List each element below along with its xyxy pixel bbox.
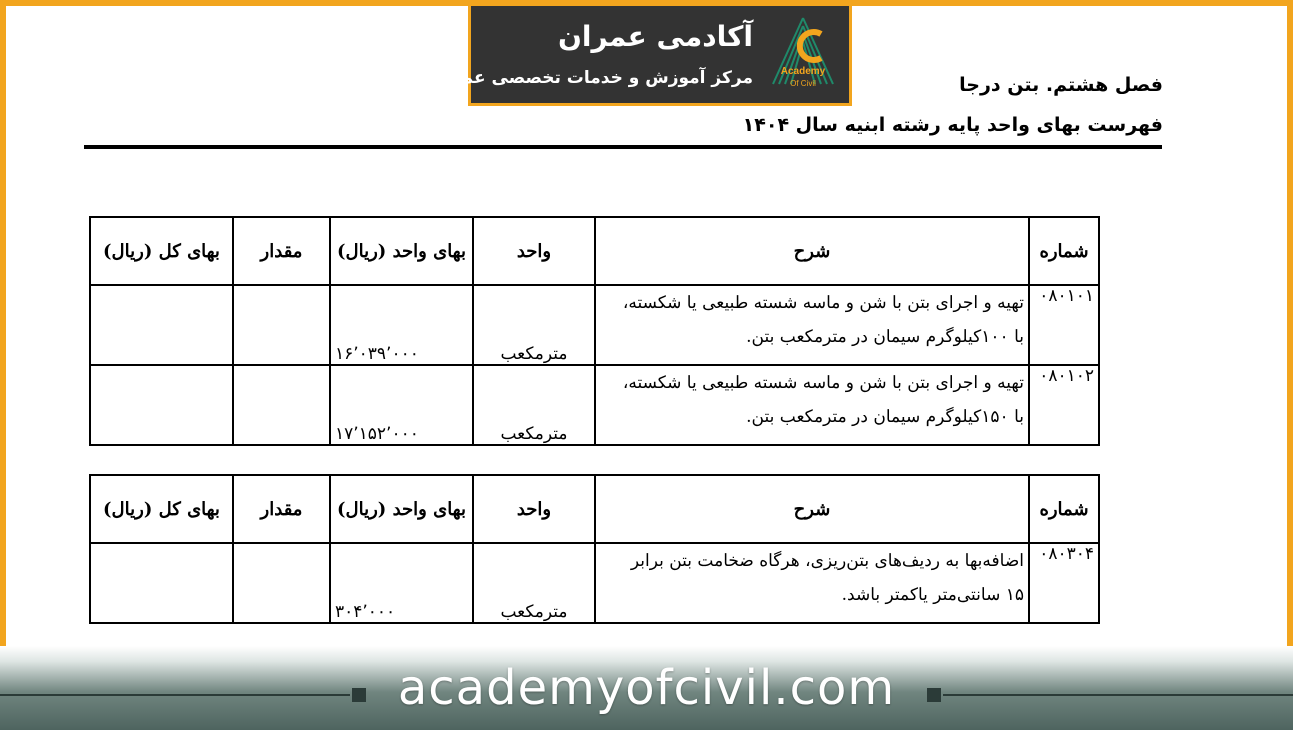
col-header-unit-price: بهای واحد (ریال) (330, 217, 473, 285)
price-table-1 (89, 216, 1100, 446)
item-number: ۰۸۰۳۰۴ (1029, 543, 1099, 623)
item-description (595, 365, 1029, 445)
table-header-row (90, 217, 1099, 285)
col-header-quantity: مقدار (233, 475, 330, 543)
col-header-description: شرح (595, 475, 1029, 543)
item-quantity (233, 365, 330, 445)
description-line-2: ۱۵ سانتی‌متر یاکمتر باشد. (841, 585, 1024, 605)
logo-text-line1: Academy (780, 66, 826, 77)
description-line-2: با ۱۵۰کیلوگرم سیمان در مترمکعب بتن. (746, 407, 1024, 427)
item-total (90, 543, 233, 623)
item-description (595, 543, 1029, 623)
table-header-row (90, 475, 1099, 543)
item-unit-price: ۱۷٬۱۵۲٬۰۰۰ (330, 365, 473, 445)
item-unit: مترمکعب (473, 285, 595, 365)
item-quantity (233, 285, 330, 365)
header-divider (84, 145, 1162, 149)
col-header-unit: واحد (473, 475, 595, 543)
academy-logo-icon (763, 12, 843, 98)
brand-title: آکادمی عمران (558, 20, 753, 53)
footer-website-link[interactable]: academyofcivil.com (397, 660, 896, 716)
col-header-quantity: مقدار (233, 217, 330, 285)
col-header-total-price: بهای کل (ریال) (90, 475, 233, 543)
col-header-total-price: بهای کل (ریال) (90, 217, 233, 285)
price-list-title: فهرست بهای واحد پایه رشته ابنیه سال ۱۴۰۴ (742, 114, 1163, 136)
description-line-1: تهیه و اجرای بتن با شن و ماسه شسته طبیعی یا شکسته، (622, 373, 1024, 393)
table-cut-gap (84, 452, 1164, 474)
col-header-unit: واحد (473, 217, 595, 285)
table-row (90, 285, 1099, 365)
item-unit-price: ۱۶٬۰۳۹٬۰۰۰ (330, 285, 473, 365)
table-row (90, 365, 1099, 445)
item-unit: مترمکعب (473, 543, 595, 623)
item-description (595, 285, 1029, 365)
item-unit: مترمکعب (473, 365, 595, 445)
description-line-1: تهیه و اجرای بتن با شن و ماسه شسته طبیعی یا شکسته، (622, 293, 1024, 313)
item-unit-price: ۳۰۴٬۰۰۰ (330, 543, 473, 623)
col-header-unit-price: بهای واحد (ریال) (330, 475, 473, 543)
col-header-description: شرح (595, 217, 1029, 285)
col-header-number: شماره (1029, 475, 1099, 543)
brand-subtitle: مرکز آموزش و خدمات تخصصی عمران (431, 68, 753, 88)
chapter-title: فصل هشتم. بتن درجا (959, 74, 1163, 96)
item-total (90, 285, 233, 365)
item-number: ۰۸۰۱۰۲ (1029, 365, 1099, 445)
logo-text-line2: Of Civil (790, 79, 816, 88)
brand-logo-box (431, 6, 852, 106)
item-total (90, 365, 233, 445)
table-row (90, 543, 1099, 623)
col-header-number: شماره (1029, 217, 1099, 285)
description-line-1: اضافه‌بها به ردیف‌های بتن‌ریزی، هرگاه ضخامت بتن برابر (630, 551, 1024, 571)
description-line-2: با ۱۰۰کیلوگرم سیمان در مترمکعب بتن. (746, 327, 1024, 347)
item-number: ۰۸۰۱۰۱ (1029, 285, 1099, 365)
item-quantity (233, 543, 330, 623)
price-table-2 (89, 474, 1100, 624)
